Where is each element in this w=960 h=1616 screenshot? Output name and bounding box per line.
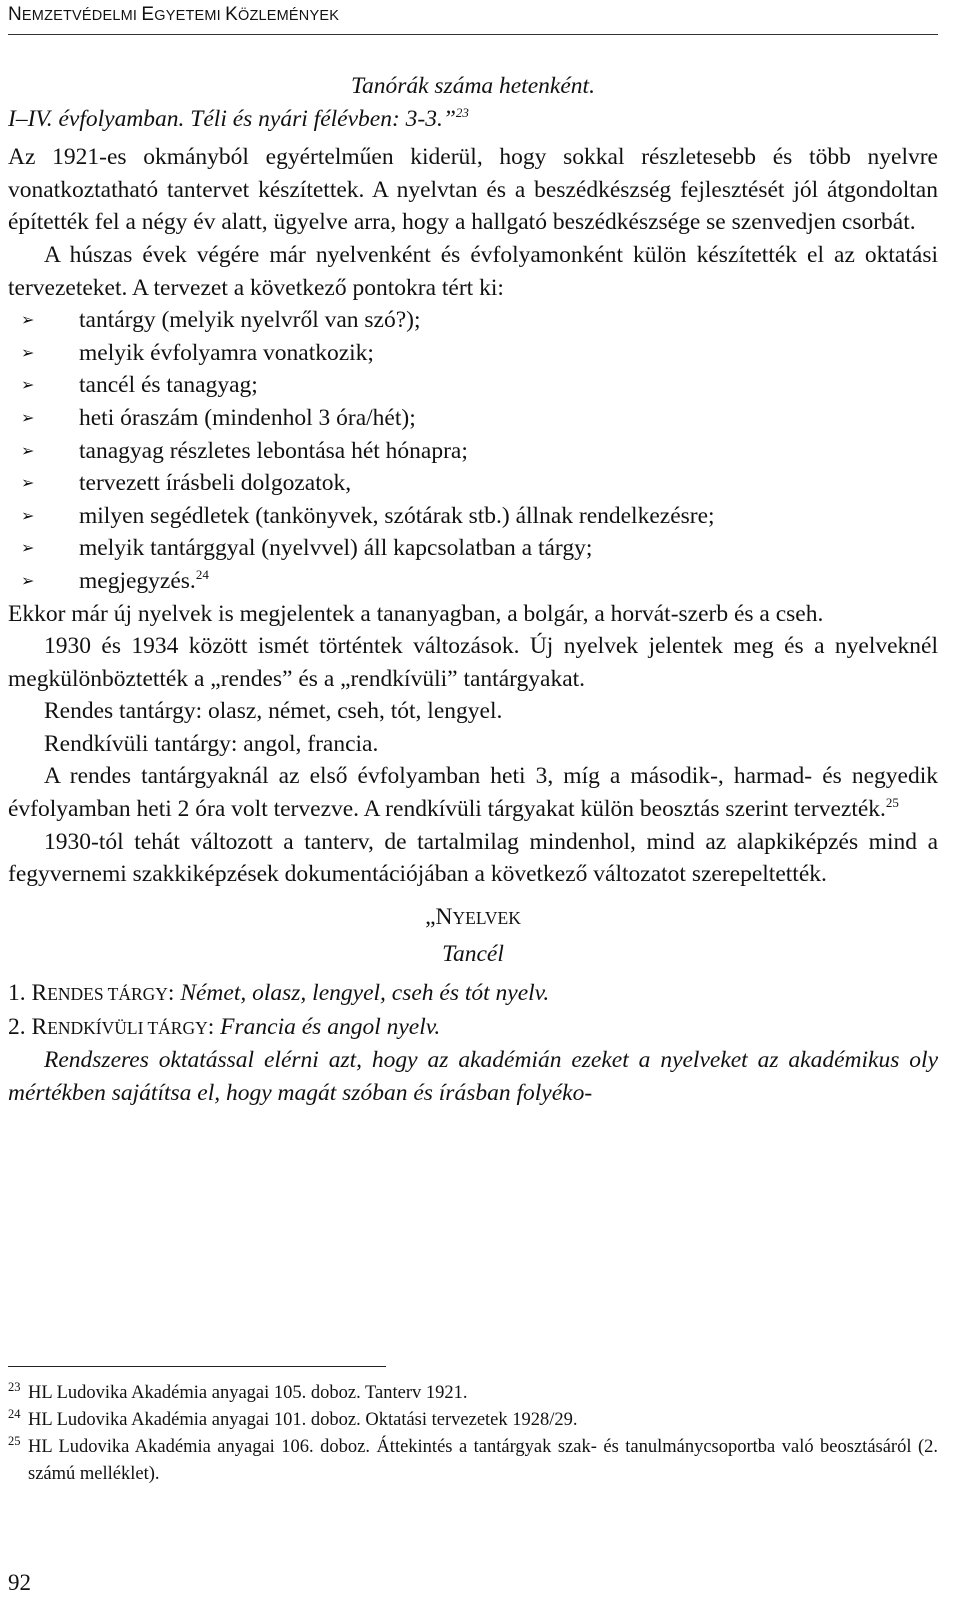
footnote-ref-23[interactable]: 23 xyxy=(455,104,469,120)
subject-item-1-colon: : xyxy=(167,980,181,1007)
subject-item-1 xyxy=(8,977,938,1011)
paragraph-3: Ekkor már új nyelvek is megjelentek a tananyagban, a bolgár, a horvát-szerb és a cseh. xyxy=(8,600,824,627)
footnote-number: 25 xyxy=(8,1434,21,1448)
list-item-text: melyik évfolyamra vonatkozik; xyxy=(79,339,374,366)
footnote-23 xyxy=(8,1380,938,1407)
subject-item-2 xyxy=(8,1011,938,1045)
paragraph-2: A húszas évek végére már nyelvenként és évfolyamonként külön készítették el az oktatási tervezeteket. A tervezet a következő pontokra tért ki: xyxy=(8,241,938,301)
footnote-text: HL Ludovika Akadémia anyagai 106. doboz. Áttekintés a tantárgyak szak- és tanulmánycsoportba való beosztásáról (2. számú melléklet). xyxy=(28,1437,938,1484)
subject-item-2-label: ENDKÍVÜLI TÁRGY xyxy=(47,1017,208,1038)
quote-evfolyam xyxy=(8,103,938,136)
subheading-tancel: Tancél xyxy=(442,941,504,968)
quote-evfolyam-text: I–IV. évfolyamban. Téli és nyári félévben: 3-3.” xyxy=(8,105,456,132)
paragraph-9: Rendszeres oktatással elérni azt, hogy az akadémián ezeket a nyelveket az akadémikus oly mértékben sajátítsa el, hogy magát szóban és írásban folyéko- xyxy=(8,1047,938,1106)
footnote-25 xyxy=(8,1434,938,1488)
list-item-text: tantárgy (melyik nyelvről van szó?); xyxy=(79,307,421,334)
subject-item-1-value: Német, olasz, lengyel, cseh és tót nyelv. xyxy=(180,980,550,1007)
paragraph-8: 1930-tól tehát változott a tanterv, de tartalmilag mindenhol, mind az alapkiképzés mind a fegyvernemi szakkiképzések dokumentációjában a következő változatot szerepeltették. xyxy=(8,828,938,888)
arrowhead-bullet-icon: ➢ xyxy=(21,570,35,590)
header-letter-k: K xyxy=(225,4,238,25)
list-item-text: tervezett írásbeli dolgozatok, xyxy=(79,470,352,497)
subject-item-1-num: 1. R xyxy=(8,980,48,1007)
page-number: 92 xyxy=(8,1570,31,1595)
list-item xyxy=(8,369,938,402)
subject-item-1-label: ENDES TÁRGY xyxy=(47,984,168,1005)
section-heading-initial: „N xyxy=(425,903,453,930)
plan-points-list xyxy=(8,304,938,597)
header-text-1: EMZETVÉDELMI xyxy=(21,8,142,24)
footnote-text: HL Ludovika Akadémia anyagai 101. doboz. Oktatási tervezetek 1928/29. xyxy=(28,1410,578,1430)
subject-item-2-num: 2. R xyxy=(8,1013,48,1040)
running-header xyxy=(8,4,938,26)
subject-item-2-colon: : xyxy=(207,1013,221,1040)
list-item-text: heti óraszám (mindenhol 3 óra/hét); xyxy=(79,404,416,431)
footnote-separator xyxy=(8,1366,386,1367)
header-text-2: GYETEMI xyxy=(154,8,226,24)
footnotes xyxy=(8,1380,938,1488)
section-heading xyxy=(8,901,938,935)
arrowhead-bullet-icon: ➢ xyxy=(21,407,35,427)
footnote-ref-24[interactable]: 24 xyxy=(195,566,209,582)
list-item-text: tanagyag részletes lebontása hét hónapra; xyxy=(79,437,468,464)
arrowhead-bullet-icon: ➢ xyxy=(21,538,35,558)
paragraph-4: 1930 és 1934 között ismét történtek változások. Új nyelvek jelentek meg és a nyelveknél megkülönböztették a „rendes” és a „rendkívüli” tantárgyakat. xyxy=(8,633,938,692)
list-item-text: melyik tantárggyal (nyelvvel) áll kapcsolatban a tárgy; xyxy=(79,535,593,562)
subject-item-2-value: Francia és angol nyelv. xyxy=(220,1013,441,1040)
arrowhead-bullet-icon: ➢ xyxy=(21,375,35,395)
header-letter-e: E xyxy=(141,4,155,25)
paragraph-1: Az 1921-es okmányból egyértelműen kiderül, hogy sokkal részletesebb és több nyelvre vonatkoztatható tantervet készítettek. A nyelvtan és a beszédkészség fejlesztését jól átgondoltan építették fel a négy év alatt, ügyelve arra, hogy a hallgató beszédkészsége se szenvedjen csorbát. xyxy=(8,144,938,236)
section-heading-rest: YELVEK xyxy=(452,907,521,928)
list-item xyxy=(8,565,938,598)
arrowhead-bullet-icon: ➢ xyxy=(21,505,35,525)
paragraph-7 xyxy=(8,760,938,825)
footnote-ref-25[interactable]: 25 xyxy=(885,795,899,811)
list-item xyxy=(8,500,938,533)
list-item xyxy=(8,435,938,468)
paragraph-7-text: A rendes tantárgyaknál az első évfolyamban heti 3, míg a második-, harmad- és negyedik évfolyamban heti 2 óra volt tervezve. A rendkívüli tárgyakat külön beosztás szerint tervezték. xyxy=(8,763,938,823)
paragraph-6: Rendkívüli tantárgy: angol, francia. xyxy=(44,730,379,757)
list-item xyxy=(8,532,938,565)
list-item-text: tancél és tanagyag; xyxy=(79,372,258,399)
arrowhead-bullet-icon: ➢ xyxy=(21,342,35,362)
list-item-text: milyen segédletek (tankönyvek, szótárak stb.) állnak rendelkezésre; xyxy=(79,502,715,529)
arrowhead-bullet-icon: ➢ xyxy=(21,440,35,460)
footnote-number: 23 xyxy=(8,1380,21,1394)
footnote-24 xyxy=(8,1407,938,1434)
list-item-text: megjegyzés. xyxy=(79,567,196,594)
arrowhead-bullet-icon: ➢ xyxy=(21,310,35,330)
header-letter-n: N xyxy=(8,4,22,25)
header-text-3: ÖZLEMÉNYEK xyxy=(237,8,340,24)
list-item xyxy=(8,304,938,337)
list-item xyxy=(8,337,938,370)
list-item xyxy=(8,402,938,435)
list-item xyxy=(8,467,938,500)
header-rule xyxy=(8,34,938,35)
arrowhead-bullet-icon: ➢ xyxy=(21,473,35,493)
footnote-text: HL Ludovika Akadémia anyagai 105. doboz. Tanterv 1921. xyxy=(28,1383,468,1403)
paragraph-5: Rendes tantárgy: olasz, német, cseh, tót, lengyel. xyxy=(44,698,503,725)
page-body xyxy=(8,70,938,1109)
footnote-number: 24 xyxy=(8,1407,21,1421)
quote-tanorak: Tanórák száma hetenként. xyxy=(351,73,595,99)
